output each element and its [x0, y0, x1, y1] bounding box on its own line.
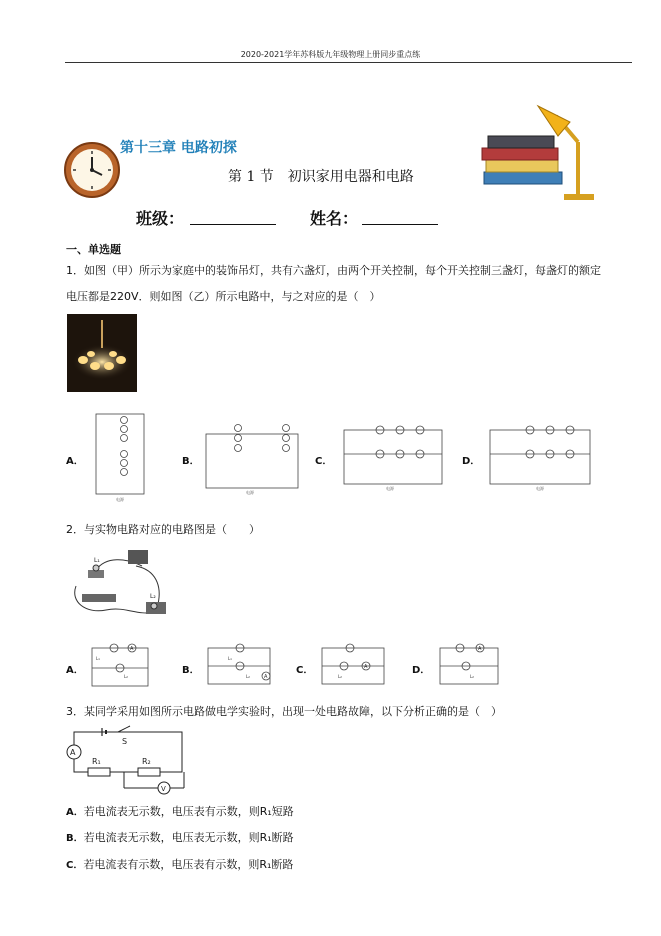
q3-r2-label: R₂: [142, 757, 151, 766]
q3-option-a-text: 若电流表无示数，电压表有示数，则R₁短路: [83, 805, 294, 818]
chandelier-photo: [67, 314, 137, 392]
q2-circuit-b: [204, 638, 276, 688]
q2-circuit-a: [88, 638, 152, 690]
running-header: 2020-2021学年苏科版九年级物理上册同步重点练: [240, 50, 421, 59]
q1-option-b[interactable]: B．: [182, 456, 200, 467]
q3-voltmeter-label: V: [161, 785, 166, 793]
q3-option-b-text: 若电流表无示数，电压表无示数，则R₁断路: [83, 831, 294, 844]
q2-b-ammeter: A: [264, 674, 268, 680]
q2-circuit-c: [318, 638, 390, 688]
q1-d-source-label: 电源: [536, 486, 544, 491]
q2-option-a[interactable]: A．: [66, 665, 84, 676]
header-rule: [65, 62, 632, 63]
q3-option-c[interactable]: [66, 856, 293, 872]
q3-circuit: [64, 724, 186, 794]
q2-photo-l1: L₁: [94, 557, 100, 564]
chapter-title: 第十三章 电路初探: [120, 140, 237, 156]
q2-physical-circuit: [66, 546, 172, 622]
q3-stem: 3．某同学采用如图所示电路做电学实验时，出现一处电路故障，以下分析正确的是（ ）: [66, 705, 502, 718]
name-blank[interactable]: [362, 224, 438, 225]
q1-stem-line2: 电压都是220V．则如图（乙）所示电路中，与之对应的是（ ）: [66, 290, 381, 303]
q2-c-l2: L₂: [338, 674, 342, 679]
q3-option-c-text: 若电流表有示数，电压表有示数，则R₁断路: [83, 858, 294, 871]
q3-option-a[interactable]: [66, 803, 294, 819]
q3-option-b[interactable]: [66, 829, 294, 845]
q3-switch-label: S: [122, 737, 128, 746]
q2-a-ammeter: A: [130, 646, 134, 652]
q2-d-ammeter: A: [478, 646, 482, 652]
q3-r1-label: R₁: [92, 757, 101, 766]
q2-b-l2: L₂: [246, 674, 250, 679]
q2-photo-l2: L₂: [150, 593, 156, 600]
q1-a-source-label: 电源: [116, 497, 124, 502]
q1-option-c[interactable]: C．: [315, 456, 333, 467]
name-label: 姓名：: [310, 209, 359, 228]
q3-option-c-letter: C．: [66, 860, 84, 871]
q3-option-b-letter: B．: [66, 833, 84, 844]
q2-a-l1: L₁: [96, 656, 100, 661]
books-lamp-icon: [478, 102, 598, 202]
q2-option-b[interactable]: B．: [182, 665, 200, 676]
clock-icon: [62, 140, 122, 200]
q1-circuit-a: [92, 410, 148, 502]
q1-option-d[interactable]: D．: [462, 456, 481, 467]
class-blank[interactable]: [190, 224, 276, 225]
q1-c-source-label: 电源: [386, 486, 394, 491]
q2-c-ammeter: A: [364, 664, 368, 670]
q2-b-l1: L₁: [228, 656, 232, 661]
section-title: 第 1 节 初识家用电器和电路: [228, 169, 414, 185]
q2-a-l2: L₂: [124, 674, 128, 679]
q1-b-source-label: 电源: [246, 490, 254, 495]
q1-circuit-c: [340, 420, 448, 492]
section-heading: 一、单选题: [66, 243, 121, 256]
class-label: 班级：: [136, 209, 185, 228]
q2-circuit-d: [436, 638, 504, 688]
q3-ammeter-label: A: [70, 748, 76, 757]
q2-stem: 2．与实物电路对应的电路图是（ ）: [66, 523, 260, 536]
q2-option-c[interactable]: C．: [296, 665, 314, 676]
q2-option-d[interactable]: D．: [412, 665, 431, 676]
q1-circuit-b: [204, 418, 302, 495]
q1-circuit-d: [486, 420, 596, 492]
q2-d-l2: L₂: [470, 674, 474, 679]
q3-option-a-letter: A．: [66, 807, 84, 818]
q1-stem-line1: 1．如图（甲）所示为家庭中的装饰吊灯，共有六盏灯，由两个开关控制，每个开关控制三盏灯，每盏灯的额定: [66, 264, 601, 277]
q1-option-a[interactable]: A．: [66, 456, 84, 467]
